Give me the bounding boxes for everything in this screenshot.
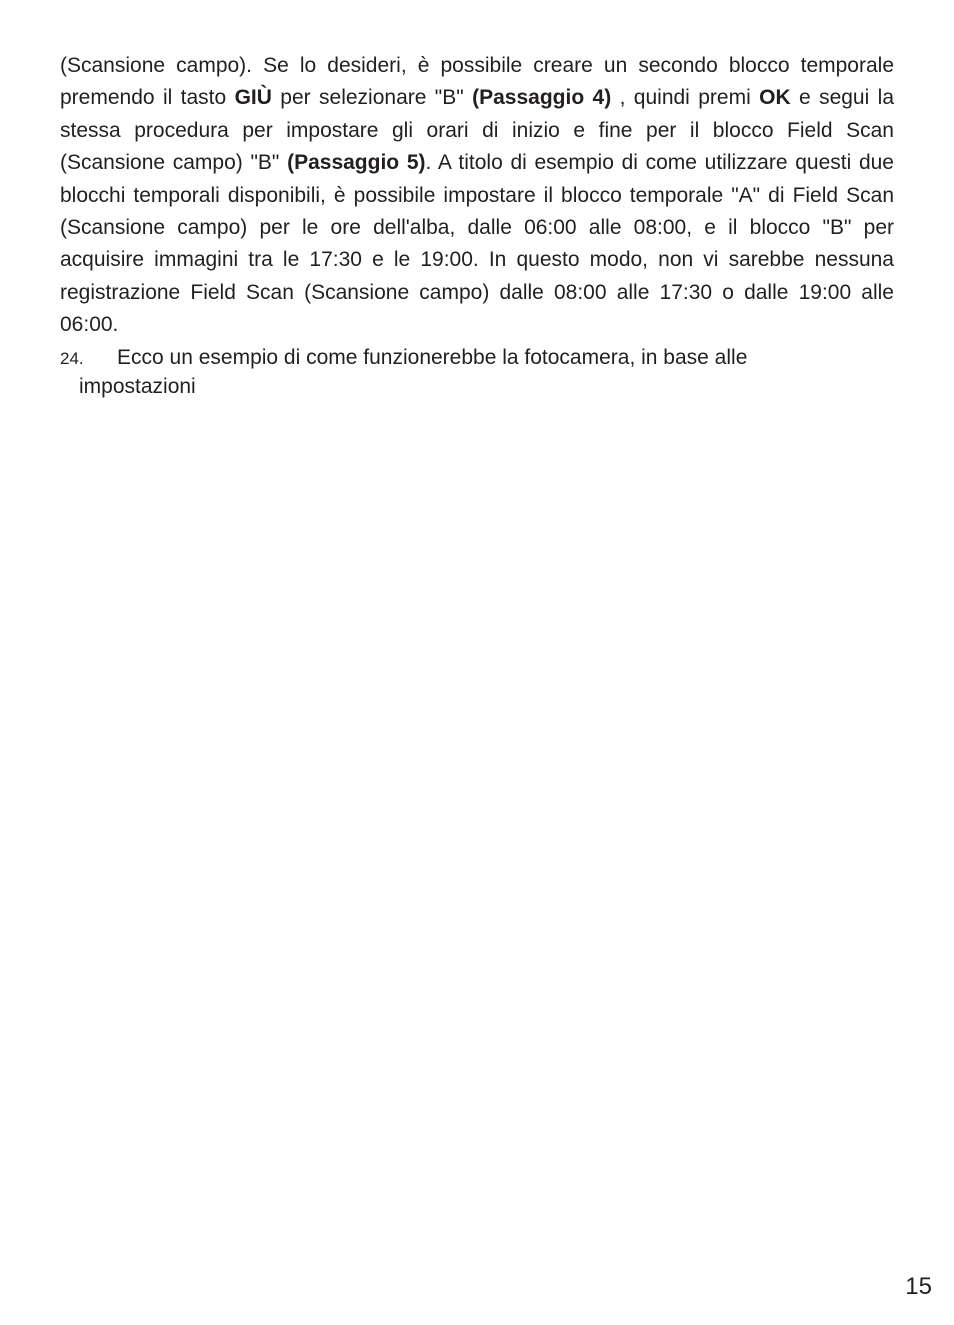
step-4-reference: (Passaggio 4) bbox=[472, 86, 612, 110]
list-item-line-2: impostazioni bbox=[79, 375, 196, 398]
paragraph-text-4: e segui la stessa procedura per impostare gli orari di inizio e fine per il blocco Field Scan (Scansione campo) "B" bbox=[60, 86, 894, 175]
paragraph-text-1: (Scansione campo). Se lo desideri, è possibile creare un secondo blocco temporale premendo il tasto bbox=[60, 54, 894, 110]
paragraph-text-3: , quindi premi bbox=[611, 86, 760, 110]
page-number: 15 bbox=[905, 1273, 932, 1300]
step-5-reference: (Passaggio 5) bbox=[287, 151, 426, 175]
key-ok-label: OK bbox=[759, 86, 791, 110]
key-down-label: GIÙ bbox=[234, 86, 272, 110]
paragraph-text-2: per selezionare "B" bbox=[271, 86, 473, 110]
list-item-number: 24. bbox=[60, 349, 84, 368]
body-paragraph bbox=[60, 50, 894, 342]
list-item-line-1: Ecco un esempio di come funzionerebbe la fotocamera, in base alle bbox=[117, 346, 748, 369]
list-item bbox=[60, 344, 894, 401]
paragraph-text-5: . A titolo di esempio di come utilizzare questi due blocchi temporali disponibili, è possibile impostare il blocco temporale "A" di Field Scan (Scansione campo) per le ore dell'alba, dalle 06:00 alle 08:00, e il blocco "B" per acquisire immagini tra le 17:30 e le 19:00. In questo modo, non vi sarebbe nessuna registrazione Field Scan (Scansione campo) dalle 08:00 alle 17:30 o dalle 19:00 alle 06:00. bbox=[60, 151, 894, 337]
